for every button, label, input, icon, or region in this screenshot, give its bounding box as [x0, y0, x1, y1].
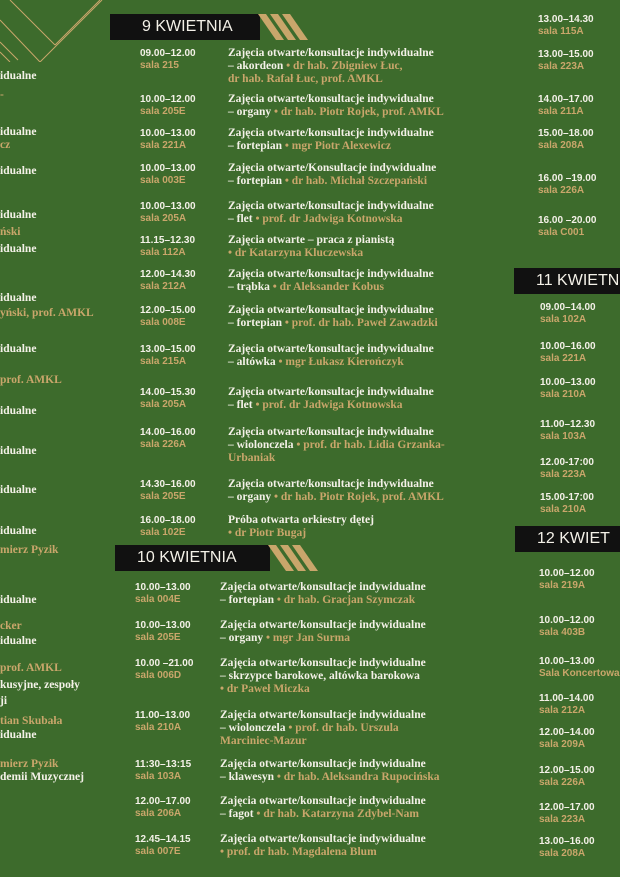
left-fragment: ji: [0, 695, 8, 707]
event-line2: [220, 594, 415, 607]
event-instrument: – fortepian: [220, 594, 274, 606]
event-title: Zajęcia otwarte/konsultacje indywidualne: [228, 200, 434, 212]
slot-time: 12.00–14.00: [539, 727, 595, 738]
left-fragment: demii Muzycznej: [0, 771, 84, 783]
event-line2: [228, 140, 391, 153]
left-fragment: prof. AMKL: [0, 662, 62, 674]
event-room: sala 112A: [140, 247, 186, 258]
slot-room: Sala Koncertowa: [539, 668, 620, 679]
event-instrument: – organy: [220, 632, 264, 644]
event-line3: [228, 452, 275, 465]
event-line2: [228, 60, 402, 73]
left-fragment: idualne: [0, 292, 37, 304]
left-fragment: idualne: [0, 635, 37, 647]
day-header-9-label: 9 KWIETNIA: [142, 18, 233, 35]
left-fragment: cker: [0, 620, 22, 632]
day-header-9: [110, 14, 260, 40]
event-title: Zajęcia otwarte – praca z pianistą: [228, 234, 395, 246]
slot-time: 10.00–12.00: [539, 568, 595, 579]
event-title: Zajęcia otwarte/konsultacje indywidualne: [228, 478, 434, 490]
event-title: Zajęcia otwarte/konsultacje indywidualne: [228, 426, 434, 438]
left-fragment: yński, prof. AMKL: [0, 307, 94, 319]
event-teacher: • dr hab. Piotr Rojek, prof. AMKL: [271, 491, 444, 503]
header-stripes: [268, 545, 328, 571]
event-time: 10.00–13.00: [140, 128, 196, 139]
event-room: sala 205A: [140, 213, 187, 224]
event-room: sala 008E: [140, 317, 186, 328]
event-teacher: • dr hab. Gracjan Szymczak: [273, 594, 416, 606]
event-line2: [228, 439, 445, 452]
event-teacher: • mgr Łukasz Kierończyk: [275, 356, 404, 368]
left-fragment: idualne: [0, 484, 37, 496]
slot-time: 16.00 –20.00: [538, 215, 597, 226]
event-time: 14.00–15.30: [140, 387, 196, 398]
event-room: sala 215: [140, 60, 179, 71]
event-teacher: • dr Piotr Bugaj: [228, 527, 307, 539]
slot-time: 09.00–14.00: [540, 302, 596, 313]
event-title: Zajęcia otwarte/konsultacje indywidualne: [220, 795, 426, 807]
slot-room: sala 208A: [539, 848, 586, 859]
event-line2: [220, 632, 350, 645]
day-header-10: [115, 545, 270, 571]
slot-room: sala 212A: [539, 705, 586, 716]
slot-time: 15.00–18.00: [538, 128, 594, 139]
event-teacher: • prof. dr hab. Urszula: [285, 722, 399, 734]
slot-time: 12.00–15.00: [539, 765, 595, 776]
event-instrument: – altówka: [228, 356, 276, 368]
left-fragment: kusyjne, zespoły: [0, 679, 80, 691]
slot-room: sala 210A: [540, 504, 587, 515]
event-teacher-cont: Urbaniak: [228, 452, 276, 464]
event-room: sala 003E: [140, 175, 186, 186]
slot-room: sala 211A: [538, 106, 584, 117]
event-time: 13.00–15.00: [140, 344, 196, 355]
day-header-12-label: 12 KWIET: [537, 530, 610, 547]
left-fragment: tian Skubała: [0, 715, 63, 727]
event-instrument: – wiolonczela: [228, 439, 294, 451]
slot-room: sala 219A: [539, 580, 586, 591]
event-instrument: – flet: [228, 213, 253, 225]
event-title: Zajęcia otwarte/Konsultacje indywidualne: [228, 162, 437, 174]
decorative-lines: [0, 0, 112, 62]
event-title: Zajęcia otwarte/konsultacje indywidualne: [220, 619, 426, 631]
event-teacher: • dr hab. Aleksandra Rupocińska: [274, 771, 440, 783]
slot-room: sala 223A: [540, 469, 587, 480]
slot-time: 13.00–14.30: [538, 14, 594, 25]
event-teacher: • dr hab. Piotr Rojek, prof. AMKL: [271, 106, 444, 118]
left-fragment: cz: [0, 139, 11, 151]
event-line2: [228, 527, 306, 540]
left-fragment: ński: [0, 226, 21, 238]
event-teacher: • dr Katarzyna Kluczewska: [228, 247, 364, 259]
left-fragment: idualne: [0, 70, 37, 82]
event-room: sala 205E: [140, 106, 186, 117]
event-title: Zajęcia otwarte/konsultacje indywidualne: [228, 93, 434, 105]
event-teacher: • prof. dr hab. Magdalena Blum: [220, 846, 377, 858]
left-fragment: idualne: [0, 594, 37, 606]
event-line2: [220, 670, 420, 683]
slot-time: 12.00–17.00: [539, 802, 595, 813]
slot-room: sala 223A: [538, 61, 585, 72]
slot-room: sala 221A: [540, 353, 587, 364]
event-instrument: – organy: [228, 491, 272, 503]
event-time: 16.00–18.00: [140, 515, 196, 526]
event-line2: [228, 106, 444, 119]
left-fragment: mierz Pyzik: [0, 544, 59, 556]
event-title: Zajęcia otwarte/konsultacje indywidualne: [228, 47, 434, 59]
left-fragment: idualne: [0, 165, 37, 177]
event-instrument: – flet: [228, 399, 253, 411]
left-fragment: idualne: [0, 126, 37, 138]
event-time: 12.00–15.00: [140, 305, 196, 316]
event-room: sala 205A: [140, 399, 187, 410]
event-teacher-cont: Marciniec-Mazur: [220, 735, 307, 747]
event-title: Próba otwarta orkiestry dętej: [228, 514, 374, 526]
event-line2: [228, 317, 438, 330]
event-teacher: • prof. dr hab. Lidia Grzanka-: [293, 439, 445, 451]
left-fragment: idualne: [0, 525, 37, 537]
left-fragment: idualne: [0, 445, 37, 457]
event-line2: [228, 175, 427, 188]
slot-room: sala 102A: [540, 314, 587, 325]
day-header-12: [515, 526, 620, 552]
event-instrument: – fortepian: [228, 140, 282, 152]
day-header-11: [514, 268, 620, 294]
event-teacher-cont: • dr Paweł Miczka: [220, 683, 310, 695]
left-fragment: idualne: [0, 405, 37, 417]
event-time: 14.30–16.00: [140, 479, 196, 490]
event-time: 10.00–13.00: [135, 582, 191, 593]
event-instrument: – fortepian: [228, 175, 282, 187]
event-title: Zajęcia otwarte/konsultacje indywidualne: [228, 127, 434, 139]
event-time: 10.00–12.00: [140, 94, 196, 105]
event-time: 12.45–14.15: [135, 834, 191, 845]
event-line2: [228, 399, 403, 412]
slot-room: sala 103A: [540, 431, 587, 442]
event-room: sala 226A: [140, 439, 187, 450]
slot-room: sala 209A: [539, 739, 586, 750]
event-instrument: – fagot: [220, 808, 254, 820]
slot-time: 15.00-17:00: [540, 492, 594, 503]
slot-room: sala 208A: [538, 140, 585, 151]
event-room: sala 215A: [140, 356, 187, 367]
event-line2: [228, 213, 403, 226]
event-room: sala 205E: [135, 632, 181, 643]
event-instrument: – akordeon: [228, 60, 284, 72]
event-teacher: • mgr Piotr Alexewicz: [281, 140, 391, 152]
event-instrument: – wiolonczela: [220, 722, 286, 734]
event-line2: [228, 491, 444, 504]
event-teacher-cont: dr hab. Rafał Łuc, prof. AMKL: [228, 73, 383, 85]
day-header-10-label: 10 KWIETNIA: [137, 549, 237, 566]
left-fragment: idualne: [0, 343, 37, 355]
event-time: 11:30–13:15: [135, 759, 192, 770]
event-line2: [228, 281, 384, 294]
event-title: Zajęcia otwarte/konsultacje indywidualne: [220, 657, 426, 669]
event-room: sala 212A: [140, 281, 187, 292]
left-fragment: mierz Pyzik: [0, 758, 59, 770]
event-instrument: – skrzypce barokowe, altówka barokowa: [220, 670, 420, 682]
event-time: 10.00 –21.00: [135, 658, 194, 669]
slot-room: sala 223A: [539, 814, 586, 825]
slot-time: 11.00–14.00: [539, 693, 595, 704]
event-title: Zajęcia otwarte/konsultacje indywidualne: [228, 268, 434, 280]
event-line2: [220, 808, 419, 821]
event-room: sala 006D: [135, 670, 182, 681]
event-teacher: • prof. dr Jadwiga Kotnowska: [252, 399, 403, 411]
event-line2: [220, 771, 440, 784]
left-fragment: -: [0, 89, 4, 101]
event-teacher: • dr hab. Zbigniew Łuc,: [283, 60, 403, 72]
slot-time: 10.00–13.00: [540, 377, 596, 388]
event-instrument: – klawesyn: [220, 771, 274, 783]
event-line2: [220, 722, 399, 735]
slot-room: sala C001: [538, 227, 585, 238]
event-title: Zajęcia otwarte/konsultacje indywidualne: [220, 758, 426, 770]
slot-time: 16.00 –19.00: [538, 173, 597, 184]
slot-room: sala 115A: [538, 26, 584, 37]
left-fragment: prof. AMKL: [0, 374, 62, 386]
event-room: sala 102E: [140, 527, 186, 538]
event-room: sala 205E: [140, 491, 186, 502]
event-teacher: • prof. dr Jadwiga Kotnowska: [252, 213, 403, 225]
slot-time: 14.00–17.00: [538, 94, 594, 105]
event-title: Zajęcia otwarte/konsultacje indywidualne: [228, 304, 434, 316]
event-line3: [220, 683, 310, 696]
event-room: sala 210A: [135, 722, 182, 733]
event-teacher: • prof. dr hab. Paweł Zawadzki: [281, 317, 438, 329]
event-title: Zajęcia otwarte/konsultacje indywidualne: [220, 709, 426, 721]
event-time: 11.15–12.30: [140, 235, 196, 246]
day-header-11-label: 11 KWIETN: [536, 272, 620, 289]
slot-time: 13.00–16.00: [539, 836, 595, 847]
event-title: Zajęcia otwarte/konsultacje indywidualne: [228, 343, 434, 355]
event-time: 12.00–14.30: [140, 269, 196, 280]
left-fragment: idualne: [0, 243, 37, 255]
event-line3: [220, 735, 307, 748]
event-line3: [228, 73, 383, 86]
event-time: 12.00–17.00: [135, 796, 191, 807]
event-teacher: • dr hab. Katarzyna Zdybel-Nam: [253, 808, 420, 820]
event-time: 11.00–13.00: [135, 710, 191, 721]
event-title: Zajęcia otwarte/konsultacje indywidualne: [228, 386, 434, 398]
event-teacher: • dr Aleksander Kobus: [269, 281, 385, 293]
event-time: 09.00–12.00: [140, 48, 196, 59]
event-instrument: – organy: [228, 106, 272, 118]
event-time: 10.00–13.00: [140, 201, 196, 212]
event-teacher: • mgr Jan Surma: [263, 632, 350, 644]
event-room: sala 221A: [140, 140, 187, 151]
event-time: 10.00–13.00: [135, 620, 191, 631]
left-fragment: idualne: [0, 729, 37, 741]
event-line2: [220, 846, 377, 859]
slot-time: 13.00–15.00: [538, 49, 594, 60]
event-teacher: • dr hab. Michał Szczepański: [281, 175, 428, 187]
event-time: 10.00–13.00: [140, 163, 196, 174]
header-stripes: [258, 14, 318, 40]
left-fragment: idualne: [0, 209, 37, 221]
slot-time: 11.00–12.30: [540, 419, 596, 430]
slot-room: sala 226A: [539, 777, 586, 788]
slot-room: sala 210A: [540, 389, 587, 400]
slot-time: 12.00-17:00: [540, 457, 594, 468]
event-time: 14.00–16.00: [140, 427, 196, 438]
event-line2: [228, 247, 363, 260]
slot-time: 10.00–13.00: [539, 656, 595, 667]
slot-room: sala 226A: [538, 185, 585, 196]
event-line2: [228, 356, 404, 369]
event-title: Zajęcia otwarte/konsultacje indywidualne: [220, 581, 426, 593]
slot-time: 10.00–12.00: [539, 615, 595, 626]
slot-room: sala 403B: [539, 627, 586, 638]
event-instrument: – fortepian: [228, 317, 282, 329]
event-room: sala 206A: [135, 808, 182, 819]
event-room: sala 103A: [135, 771, 182, 782]
slot-time: 10.00–16.00: [540, 341, 596, 352]
event-title: Zajęcia otwarte/konsultacje indywidualne: [220, 833, 426, 845]
event-instrument: – trąbka: [228, 281, 270, 293]
event-room: sala 007E: [135, 846, 181, 857]
event-room: sala 004E: [135, 594, 181, 605]
